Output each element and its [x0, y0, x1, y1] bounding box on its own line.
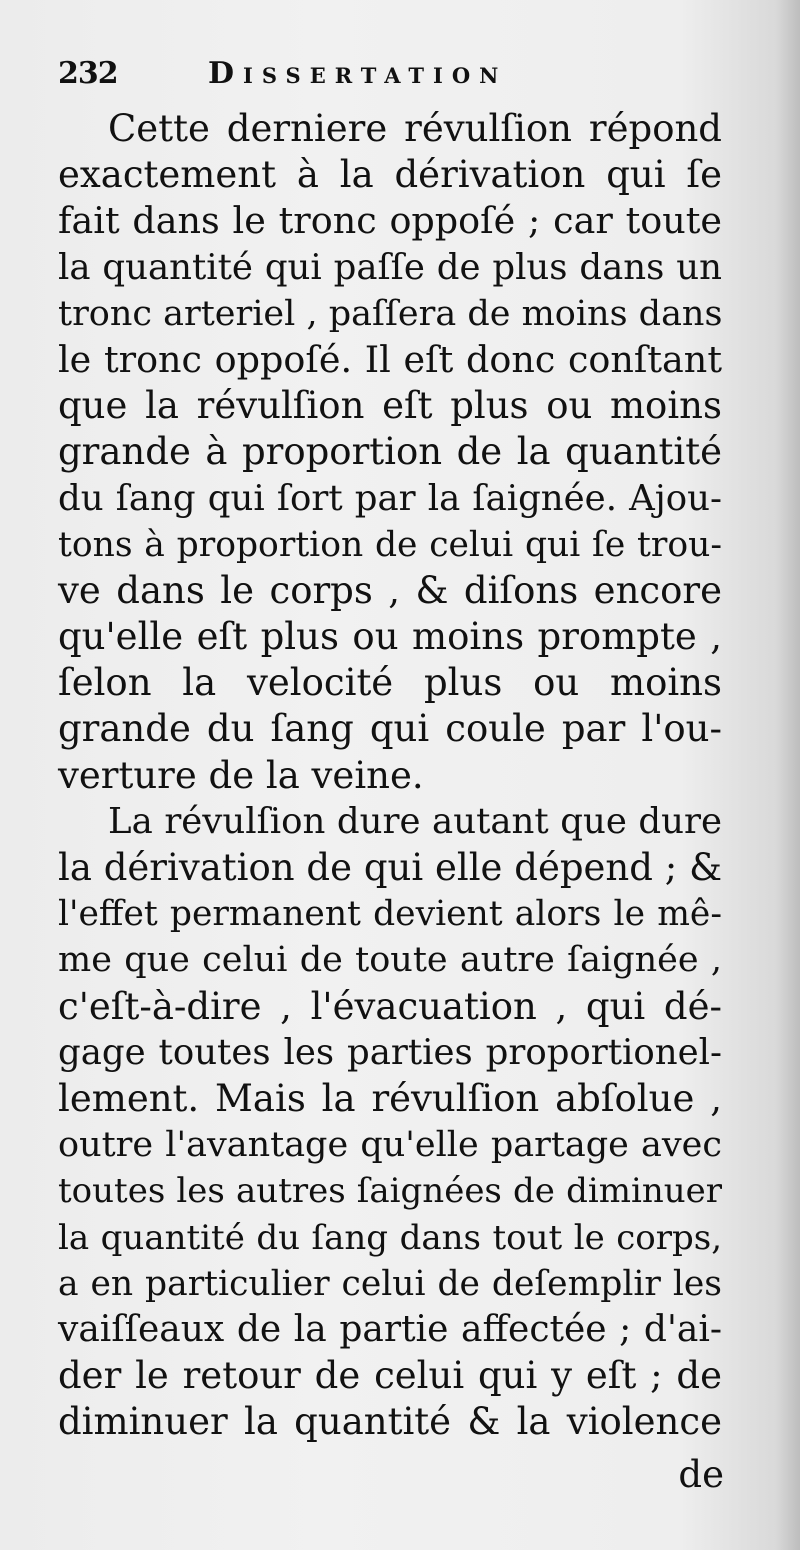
body-text	[58, 106, 722, 1445]
text-line: vaiſſeaux de la partie affectée ; d'ai-	[58, 1308, 722, 1350]
text-line: outre l'avantage qu'elle partage avec	[58, 1125, 722, 1166]
text-line: a en particulier celui de deſemplir les	[58, 1263, 722, 1304]
text-line: grande du ſang qui coule par l'ou-	[58, 707, 722, 751]
page-header	[58, 56, 738, 96]
paragraph-1	[58, 106, 722, 799]
text-line: la quantité qui paſſe de plus dans un	[58, 246, 722, 288]
text-line: tronc arteriel , paſſera de moins dans	[58, 293, 723, 334]
text-line: ve dans le corps , & diſons encore	[58, 568, 722, 612]
text-line: ſelon la velocité plus ou moins	[58, 661, 722, 705]
text-line: c'eſt-à-dire , l'évacuation , qui dé-	[58, 984, 722, 1028]
text-line: der le retour de celui qui y eſt ; de	[58, 1354, 722, 1398]
page-number: 232	[58, 56, 118, 91]
text-line: toutes les autres ſaignées de diminuer	[58, 1171, 722, 1212]
text-line: verture de la veine.	[58, 753, 424, 797]
text-line: que la révulſion eſt plus ou moins	[58, 384, 722, 428]
text-line: grande à proportion de la quantité	[58, 430, 722, 474]
text-line: exactement à la dérivation qui ſe	[58, 153, 722, 197]
text-line: la quantité du ſang dans tout le corps,	[58, 1217, 722, 1258]
text-line: La révulſion dure autant que dure	[108, 800, 722, 842]
text-line: qu'elle eſt plus ou moins prompte ,	[58, 615, 722, 659]
text-line: le tronc oppoſé. Il eſt donc conſtant	[58, 337, 722, 381]
running-title: Dissertation	[208, 56, 508, 91]
text-line: Cette derniere révulſion répond	[108, 107, 722, 150]
text-line: gage toutes les parties proportionel-	[58, 1031, 722, 1073]
text-line: diminuer la quantité & la violence	[58, 1400, 722, 1444]
text-line: me que celui de toute autre ſaignée ,	[58, 940, 722, 981]
text-line: fait dans le tronc oppoſé ; car toute	[58, 199, 722, 243]
catchword: de	[678, 1453, 724, 1496]
paragraph-2	[58, 799, 722, 1446]
text-line: la dérivation de qui elle dépend ; &	[58, 846, 722, 889]
text-line: du ſang qui ſort par la ſaignée. Ajou-	[58, 477, 722, 519]
text-line: lement. Mais la révulſion abſolue ,	[58, 1076, 722, 1120]
text-line: l'effet permanent devient alors le mê-	[58, 894, 722, 935]
text-line: tons à proportion de celui qui ſe trou-	[58, 524, 722, 565]
